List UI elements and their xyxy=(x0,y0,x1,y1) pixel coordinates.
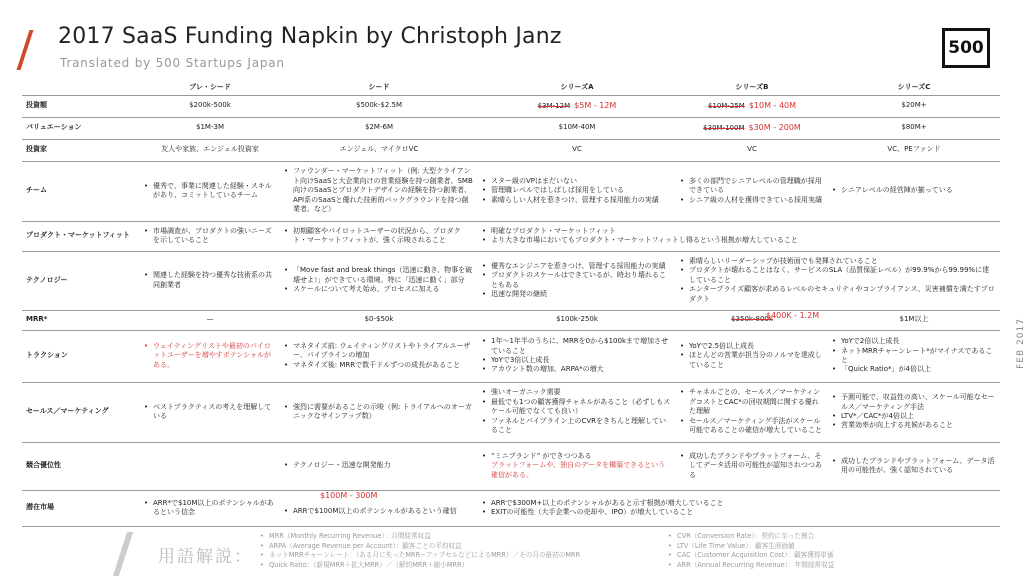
cell: $20M+ xyxy=(828,95,1000,117)
funding-table xyxy=(22,80,1000,527)
row-label: トラクション xyxy=(22,330,140,382)
list-item: • ARR*で$10M以上のポテンシャルがあるという信念 xyxy=(144,499,276,518)
cell xyxy=(140,330,280,382)
revised-value: $400K - 1.2M xyxy=(766,310,820,320)
cell: $200k-500k xyxy=(140,95,280,117)
list-item: • 最低でも1つの顧客獲得チャネルがあること（必ずしもスケール可能でなくても良い） xyxy=(482,398,672,417)
row-label: セールス／マーケティング xyxy=(22,382,140,442)
cell xyxy=(280,490,478,526)
header-slash xyxy=(14,8,36,68)
list-item: • プロダクトが壊れることはなく、サービスのSLA（品質保証レベル）が99.9%から99.99%に達していること xyxy=(680,266,996,285)
cell xyxy=(140,251,280,310)
cell xyxy=(478,221,1000,251)
cell xyxy=(140,221,280,251)
list-item: • 「Quick Ratio*」が4倍以上 xyxy=(832,365,996,374)
cell xyxy=(478,382,676,442)
table-row xyxy=(22,95,1000,117)
table-row xyxy=(22,330,1000,382)
glossary-right xyxy=(668,532,834,570)
table-row xyxy=(22,382,1000,442)
list-item: • ほとんどの営業が担当分のノルマを達成していること xyxy=(680,351,824,370)
page-subtitle: Translated by 500 Startups Japan xyxy=(60,56,285,70)
table-row xyxy=(22,442,1000,490)
glossary-item: • Quick Ratio：（新規MRR＋拡大MRR）／（解約MRR＋縮小MRR） xyxy=(260,561,580,571)
cell xyxy=(828,330,1000,382)
col-series-b: シリーズB xyxy=(676,80,828,95)
list-item: • 関連した経験を持つ優秀な技術系の共同創業者 xyxy=(144,271,276,290)
col-seed: シード xyxy=(280,80,478,95)
list-item: • YoYで3倍以上成長 xyxy=(482,356,672,365)
red-text: プラットフォームや、独自のデータを構築できるという確信がある。 xyxy=(491,461,666,479)
list-item: • 管理職レベルではしばしば採用をしている xyxy=(482,186,672,195)
list-item: • ファウンダー・マーケットフィット（例: 大型クライアント向けSaaSと大企業向けの営業経験を持つ創業者、SMB向けのSaaSとプロダクトデザインの経験を持つ創業者、API系のSaaSと優れた技術的バックグラウンドを持つ創業者、など） xyxy=(284,167,474,214)
table-row xyxy=(22,139,1000,161)
list-item: • 素晴らしい人材を惹きつけ、管理する採用能力の実績 xyxy=(482,196,672,205)
cell: $1M以上 xyxy=(828,310,1000,330)
revised-value: $30M - 200M xyxy=(748,122,801,132)
cell xyxy=(280,442,478,490)
list-item: • プロダクトのスケールはできているが、時おり壊れることもある xyxy=(482,271,672,290)
cell xyxy=(140,490,280,526)
old-value: $30M-100M xyxy=(703,123,745,132)
cell xyxy=(140,382,280,442)
cell: $0-$50k xyxy=(280,310,478,330)
list-item: • EXITの可能性（大手企業への売却や、IPO）が増大していること xyxy=(482,508,996,517)
list-item: • ARRで$300M+以上のポテンシャルがあると示す根拠が増大していること xyxy=(482,499,996,508)
list-item: • 成功したブランドやプラットフォーム、そしてデータ活用の可能性が認知されつつある xyxy=(680,452,824,480)
cell xyxy=(478,490,1000,526)
revised-value: $100M - 300M xyxy=(320,490,378,500)
glossary-item: • LTV（Life Time Value）：顧客生涯価値 xyxy=(668,542,834,552)
list-item: • 優秀で、事業に関連した経験・スキルがあり、コミットしているチーム xyxy=(144,182,276,201)
cell xyxy=(140,442,280,490)
old-value: $3M-12M xyxy=(537,101,571,110)
cell: — xyxy=(140,310,280,330)
page-title: 2017 SaaS Funding Napkin by Christoph Janz xyxy=(58,24,562,49)
glossary-item: • CAC（Customer Acquisition Cost）：顧客獲得単価 xyxy=(668,551,834,561)
cell: エンジェル、マイクロVC xyxy=(280,139,478,161)
plain-text: “ミニブランド” ができつつある xyxy=(491,451,592,460)
cell xyxy=(676,442,828,490)
cell xyxy=(676,382,828,442)
cell: $10M-40M xyxy=(478,117,676,139)
cell xyxy=(280,221,478,251)
revised-value: $5M - 12M xyxy=(574,100,617,110)
list-item: • 1年〜1年半のうちに、MRRを0から$100kまで増加させていること xyxy=(482,337,672,356)
col-empty xyxy=(22,80,140,95)
list-item: • 営業効率が向上する兆候があること xyxy=(832,421,996,430)
500-startups-logo: 500 xyxy=(942,28,990,68)
list-item: • 強いオーガニック需要 xyxy=(482,388,672,397)
glossary xyxy=(120,532,1000,574)
cell: VC xyxy=(676,139,828,161)
row-label: 潜在市場 xyxy=(22,490,140,526)
old-value: $10M-25M xyxy=(707,101,745,110)
list-item: • チャネルごとの、セールス／マーケティングコストとCAC*の回収期間に関する優れた理解 xyxy=(680,388,824,416)
glossary-item: • CVR（Conversion Rate）：契約に至った割合 xyxy=(668,532,834,542)
cell xyxy=(828,382,1000,442)
list-item: • 強烈に需要があることの示唆（例: トライアルへのオーガニックなサインアップ数） xyxy=(284,403,474,422)
cell xyxy=(478,251,676,310)
list-item: • ネットMRRチャーンレート*がマイナスであること xyxy=(832,347,996,366)
cell xyxy=(676,251,1000,310)
table-row xyxy=(22,310,1000,330)
list-item: • ファネルとパイプライン上のCVRをきちんと理解していること xyxy=(482,417,672,436)
row-label: テクノロジー xyxy=(22,251,140,310)
list-item: • 迅速な開発の継続 xyxy=(482,290,672,299)
table-row xyxy=(22,251,1000,310)
table-row xyxy=(22,221,1000,251)
table-row xyxy=(22,117,1000,139)
list-item: • マネタイズ前: ウェイティングリストやトライアルユーザー、パイプラインの増加 xyxy=(284,342,474,361)
cell xyxy=(280,330,478,382)
list-item: • ベストプラクティスの考えを理解している xyxy=(144,403,276,422)
row-label: 投資家 xyxy=(22,139,140,161)
row-label: チーム xyxy=(22,161,140,221)
list-item: • ARRで$100M以上のポテンシャルがあるという確信 xyxy=(284,507,474,516)
list-item: • YoYで2.5倍以上成長 xyxy=(680,342,824,351)
glossary-title: 用語解説： xyxy=(158,547,253,567)
col-series-a: シリーズA xyxy=(478,80,676,95)
row-label: プロダクト・マーケットフィット xyxy=(22,221,140,251)
list-item: • セールス／マーケティング手法がスケール可能であることの確信が増大していること xyxy=(680,417,824,436)
revised-value: $10M - 40M xyxy=(748,100,797,110)
cell xyxy=(478,330,676,382)
cell xyxy=(676,330,828,382)
cell xyxy=(828,442,1000,490)
cell: $2M-6M xyxy=(280,117,478,139)
cell xyxy=(478,161,676,221)
list-item: • 優秀なエンジニアを惹きつけ、管理する採用能力の実績 xyxy=(482,262,672,271)
cell: VC、PEファンド xyxy=(828,139,1000,161)
list-item: • 明確なプロダクト・マーケットフィット xyxy=(482,227,996,236)
header-row xyxy=(22,80,1000,95)
cell: $1M-3M xyxy=(140,117,280,139)
list-item: • シニアレベルの経営陣が揃っている xyxy=(832,186,996,195)
old-value: $350k-800k xyxy=(731,315,773,324)
cell xyxy=(478,95,676,117)
list-item: • アカウント数の増加、ARPA*の増大 xyxy=(482,365,672,374)
cell: VC xyxy=(478,139,676,161)
list-item: • 予測可能で、収益性の高い、スケール可能なセールス／マーケティング手法 xyxy=(832,393,996,412)
cell xyxy=(280,382,478,442)
list-item: • スター級のVPはまだいない xyxy=(482,177,672,186)
list-item: • LTV*／CAC*が4倍以上 xyxy=(832,412,996,421)
table-row xyxy=(22,490,1000,526)
list-item: • 市場調査が、プロダクトの強いニーズを示していること xyxy=(144,227,276,246)
glossary-item: • ネットMRRチャーンレート：（ある月に失ったMRR−アップセルなどによるMRR）／その月の最初のMRR xyxy=(260,551,580,561)
row-label: 投資額 xyxy=(22,95,140,117)
row-label: バリュエーション xyxy=(22,117,140,139)
cell: $100k-250k xyxy=(478,310,676,330)
cell: $80M+ xyxy=(828,117,1000,139)
table-row xyxy=(22,161,1000,221)
col-series-c: シリーズC xyxy=(828,80,1000,95)
col-pre-seed: プレ・シード xyxy=(140,80,280,95)
glossary-item: • ARR（Annual Recurring Revenue）：年間経常収益 xyxy=(668,561,834,571)
glossary-item: • MRR（Monthly Recurring Revenue）：月間経常収益 xyxy=(260,532,580,542)
cell xyxy=(478,442,676,490)
list-item: • より大きな市場においてもプロダクト・マーケットフィットし得るという根拠が増大していること xyxy=(482,236,996,245)
side-date: FEB 2017 xyxy=(1016,318,1026,369)
cell xyxy=(676,310,828,330)
glossary-left xyxy=(260,532,580,570)
list-item: • シニア級の人材を獲得できている採用実績 xyxy=(680,196,824,205)
list-item: • 多くの部門でシニアレベルの管理職が採用できている xyxy=(680,177,824,196)
cell xyxy=(280,161,478,221)
list-item: • スケールについて考え始め、プロセスに加える xyxy=(284,285,474,294)
cell: $500k-$2.5M xyxy=(280,95,478,117)
cell xyxy=(676,95,828,117)
glossary-item: • ARPA（Average Revenue per Account）：顧客ごとの平均収益 xyxy=(260,542,580,552)
list-item: • 素晴らしいリーダーシップが技術面でも発揮されていること xyxy=(680,257,996,266)
row-label: 競合優位性 xyxy=(22,442,140,490)
list-item: • エンタープライズ顧客が求めるレベルのセキュリティやコンプライアンス、災害補償を満たすプロダクト xyxy=(680,285,996,304)
cell xyxy=(676,161,828,221)
cell xyxy=(280,251,478,310)
list-item xyxy=(482,452,672,480)
list-item: • マネタイズ後: MRRで数千ドルずつの成長があること xyxy=(284,361,474,370)
cell xyxy=(676,117,828,139)
list-item: • 初期顧客やパイロットユーザーの状況から、プロダクト・マーケットフィットが、強く示唆されること xyxy=(284,227,474,246)
glossary-slash xyxy=(113,532,133,576)
cell xyxy=(140,161,280,221)
cell: 友人や家族、エンジェル投資家 xyxy=(140,139,280,161)
cell xyxy=(828,161,1000,221)
list-item: • テクノロジー・迅速な開発能力 xyxy=(284,461,474,470)
list-item: • 「Move fast and break things（迅速に動き、物事を破壊せよ）」ができている環境。特に「迅速に動く」部分 xyxy=(284,266,474,285)
list-item: • ウェイティングリストや最初のパイロットユーザーを増やすポテンシャルがある。 xyxy=(144,342,276,370)
row-label: MRR* xyxy=(22,310,140,330)
list-item: • 成功したブランドやプラットフォーム、データ活用の可能性が、強く認知されている xyxy=(832,457,996,476)
list-item: • YoYで2倍以上成長 xyxy=(832,337,996,346)
